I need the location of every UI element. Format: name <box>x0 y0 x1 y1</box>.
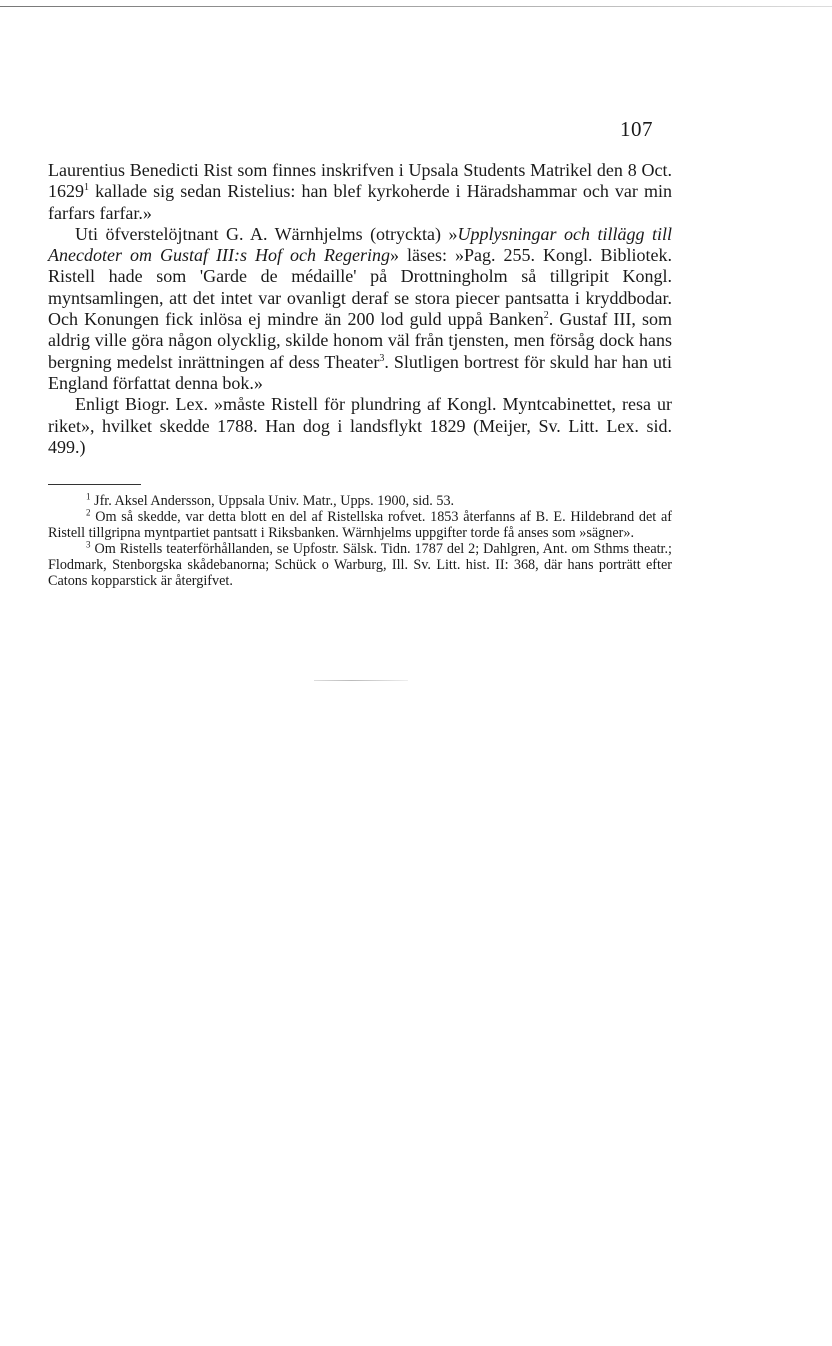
paragraph-1-text-b: kallade sig sedan Ristelius: han blef kyrkoherde i Häradshammar och var min farfars farfar.» <box>48 181 672 223</box>
footnote-1-mark: 1 <box>86 491 91 502</box>
paragraph-2-text-c: . Gustaf III, som aldrig ville göra någon olycklig, skilde honom väl från tjensten, men försåg dock hans bergning medelst inrättningen af dess Theater <box>48 309 672 372</box>
footnote-1 <box>48 493 672 509</box>
paragraph-3: Enligt Biogr. Lex. »måste Ristell för plundring af Kongl. Myntcabinettet, resa ur riket», hvilket skedde 1788. Han dog i landsflykt 1829 (Meijer, Sv. Litt. Lex. sid. 499.) <box>48 394 672 457</box>
footnote-2 <box>48 509 672 541</box>
footnote-ref-2: 2 <box>543 310 549 322</box>
footnote-1-text: Jfr. Aksel Andersson, Uppsala Univ. Matr., Upps. 1900, sid. 53. <box>90 493 455 509</box>
faint-print-mark <box>314 680 408 681</box>
page-number: 107 <box>620 117 653 141</box>
paragraph-1 <box>48 160 672 224</box>
footnote-ref-3: 3 <box>379 352 385 364</box>
footnote-3 <box>48 541 672 589</box>
footnote-ref-1: 1 <box>84 182 89 194</box>
paragraph-2-text-d: . Slutligen bortrest för skuld har han uti England författat denna bok.» <box>48 351 672 393</box>
footnotes <box>48 493 672 589</box>
paragraph-2-text-b: » läses: »Pag. 255. Kongl. Bibliotek. Ristell hade som 'Garde de médaille' på Drottningholm så tillgripit Kongl. myntsamlingen, att det intet var ovanligt deraf se stora piecer pantsatta i kryddbodar. Och Konungen fick inlösa ej mindre än 200 lod guld uppå Banken <box>48 245 672 330</box>
cited-title: Upplysningar och tillägg till Anecdoter om Gustaf III:s Hof och Regering <box>48 223 672 266</box>
top-edge-rule <box>0 6 832 7</box>
footnote-2-text: Om så skedde, var detta blott en del af Ristellska rofvet. 1853 återfanns af B. E. Hildebrand det af Ristell tillgripna myntpartiet pantsatt i Riksbanken. Wärnhjelms uppgifter torde få anses som »sägner». <box>48 509 672 541</box>
footnote-separator <box>48 484 141 485</box>
main-text <box>48 160 672 458</box>
paragraph-1-text-a: Laurentius Benedicti Rist som finnes inskrifven i Upsala Students Matrikel den 8 Oct. 1629 <box>48 160 672 202</box>
paragraph-2-text-a: Uti öfverstelöjtnant G. A. Wärnhjelms (otryckta) » <box>75 223 458 244</box>
footnote-3-mark: 3 <box>86 539 91 550</box>
footnote-3-text: Om Ristells teaterförhållanden, se Upfostr. Sälsk. Tidn. 1787 del 2; Dahlgren, Ant. om Sthms theatr.; Flodmark, Stenborgska skådebanorna; Schück o Warburg, Ill. Sv. Litt. hist. II: 368, där hans porträtt efter Catons kopparstick är återgifvet. <box>48 541 672 589</box>
paragraph-2 <box>48 224 672 394</box>
footnote-2-mark: 2 <box>86 507 91 518</box>
